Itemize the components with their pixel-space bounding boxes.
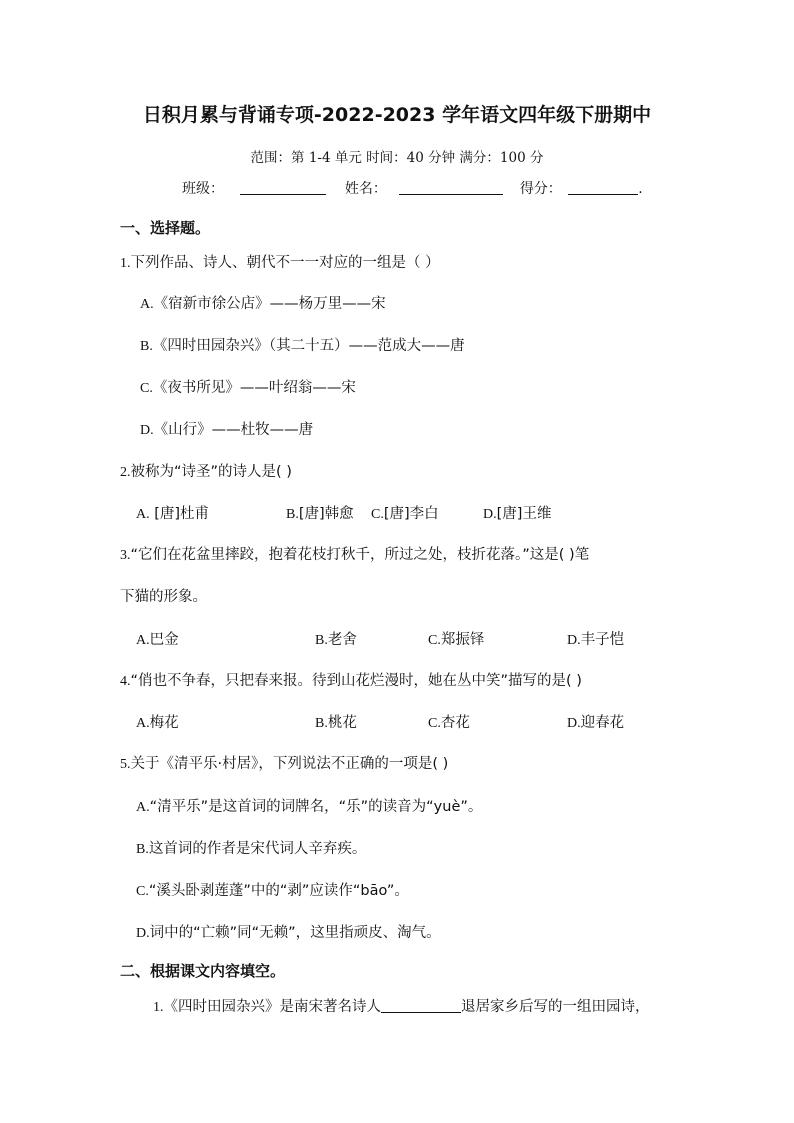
option-letter: C. <box>371 507 384 522</box>
q2-option-d[interactable] <box>483 502 551 523</box>
fill-question-1 <box>153 995 650 1016</box>
question-text-before: 《四时田园杂兴》是南宋著名诗人 <box>163 999 381 1015</box>
q5-option-d[interactable] <box>136 921 441 942</box>
option-letter: D. <box>136 926 150 941</box>
name-label: 姓名： <box>344 181 387 197</box>
option-text: [唐]王维 <box>496 506 552 522</box>
question-2 <box>120 460 292 481</box>
question-3 <box>120 543 589 564</box>
question-stem: 被称为“诗圣”的诗人是( ) <box>130 464 292 480</box>
q4-option-c[interactable] <box>428 711 470 732</box>
answer-blank[interactable] <box>381 998 461 1013</box>
question-1 <box>120 251 440 272</box>
option-letter: A. <box>136 716 150 731</box>
q4-option-a[interactable] <box>136 711 179 732</box>
option-text: “溪头卧剥莲蓬”中的“剥”应读作“bāo”。 <box>148 883 409 899</box>
question-number: 1. <box>120 256 131 271</box>
option-text: “清平乐”是这首词的词牌名，“乐”的读音为“yuè”。 <box>149 799 483 815</box>
option-letter: A. <box>136 800 150 815</box>
question-number: 4. <box>120 674 131 689</box>
q5-option-a[interactable] <box>136 795 482 816</box>
q4-option-d[interactable] <box>567 711 624 732</box>
class-field[interactable] <box>240 180 326 195</box>
option-text: 这首词的作者是宋代词人辛弃疾。 <box>148 841 367 857</box>
q3-option-b[interactable] <box>315 628 357 649</box>
option-text: 《宿新市徐公店》——杨万里——宋 <box>153 296 386 312</box>
q2-option-c[interactable] <box>371 502 439 523</box>
q1-option-d[interactable] <box>140 418 313 439</box>
question-stem: 关于《清平乐·村居》，下列说法不正确的一项是( ) <box>130 756 449 772</box>
question-number: 2. <box>120 465 131 480</box>
option-letter: B. <box>286 507 299 522</box>
section-heading-choice: 一、选择题。 <box>120 219 211 237</box>
option-letter: C. <box>428 633 441 648</box>
option-letter: B. <box>315 633 328 648</box>
option-text: 丰子恺 <box>580 632 625 648</box>
option-text: 巴金 <box>149 632 179 648</box>
score-field[interactable] <box>568 180 638 195</box>
page-title: 日积月累与背诵专项-2022-2023 学年语文四年级下册期中 <box>142 104 652 126</box>
end-dot: . <box>638 181 643 197</box>
option-text: 梅花 <box>149 715 179 731</box>
question-stem: 下列作品、诗人、朝代不一一对应的一组是（ ） <box>130 255 440 271</box>
question-text-after: 退居家乡后写的一组田园诗， <box>461 999 650 1015</box>
option-text: 《四时田园杂兴》（其二十五）——范成大——唐 <box>152 338 465 354</box>
option-letter: D. <box>567 716 581 731</box>
option-text: 老舍 <box>327 632 357 648</box>
option-text: 词中的“亡赖”同“无赖”，这里指顽皮、淘气。 <box>149 925 441 941</box>
question-number: 5. <box>120 757 131 772</box>
option-letter: D. <box>140 423 154 438</box>
question-5 <box>120 752 448 773</box>
q1-option-a[interactable] <box>140 292 386 313</box>
option-letter: A. <box>140 297 154 312</box>
q5-option-c[interactable] <box>136 879 409 900</box>
section-heading-fill: 二、根据课文内容填空。 <box>120 962 286 980</box>
option-text: 郑振铎 <box>440 632 485 648</box>
option-text: 《夜书所见》——叶绍翁——宋 <box>152 380 356 396</box>
option-letter: C. <box>136 884 149 899</box>
name-field[interactable] <box>399 180 503 195</box>
q2-option-b[interactable] <box>286 502 354 523</box>
q3-option-c[interactable] <box>428 628 484 649</box>
option-text: 迎春花 <box>580 715 625 731</box>
option-text: 《山行》——杜牧——唐 <box>153 422 314 438</box>
question-number: 3. <box>120 548 131 563</box>
option-text: 桃花 <box>327 715 357 731</box>
class-label: 班级： <box>182 181 224 197</box>
question-3-cont: 下猫的形象。 <box>120 589 207 605</box>
option-text: [唐]韩愈 <box>298 506 354 522</box>
question-number: 1. <box>153 1000 164 1015</box>
q1-option-c[interactable] <box>140 376 356 397</box>
option-letter: D. <box>483 507 497 522</box>
exam-meta: 范围：第 1-4 单元 时间：40 分钟 满分：100 分 <box>250 150 544 166</box>
student-info-row <box>182 178 643 198</box>
q3-option-d[interactable] <box>567 628 624 649</box>
score-label: 得分： <box>519 181 562 197</box>
q1-option-b[interactable] <box>140 334 465 355</box>
option-letter: A. <box>136 507 150 522</box>
option-letter: A. <box>136 633 150 648</box>
option-letter: B. <box>315 716 328 731</box>
q2-option-a[interactable] <box>136 502 209 523</box>
option-letter: D. <box>567 633 581 648</box>
option-letter: C. <box>428 716 441 731</box>
option-letter: C. <box>140 381 153 396</box>
option-letter: B. <box>140 339 153 354</box>
option-text: [唐]李白 <box>383 506 439 522</box>
q3-option-a[interactable] <box>136 628 179 649</box>
question-stem: “俏也不争春，只把春来报。待到山花烂漫时，她在丛中笑”描写的是( ) <box>130 673 582 689</box>
question-4 <box>120 669 582 690</box>
option-text: 杏花 <box>440 715 470 731</box>
question-stem: “它们在花盆里摔跤，抱着花枝打秋千，所过之处，枝折花落。”这是( )笔 <box>130 547 590 563</box>
option-text: [唐]杜甫 <box>154 506 210 522</box>
q5-option-b[interactable] <box>136 837 366 858</box>
q4-option-b[interactable] <box>315 711 357 732</box>
option-letter: B. <box>136 842 149 857</box>
